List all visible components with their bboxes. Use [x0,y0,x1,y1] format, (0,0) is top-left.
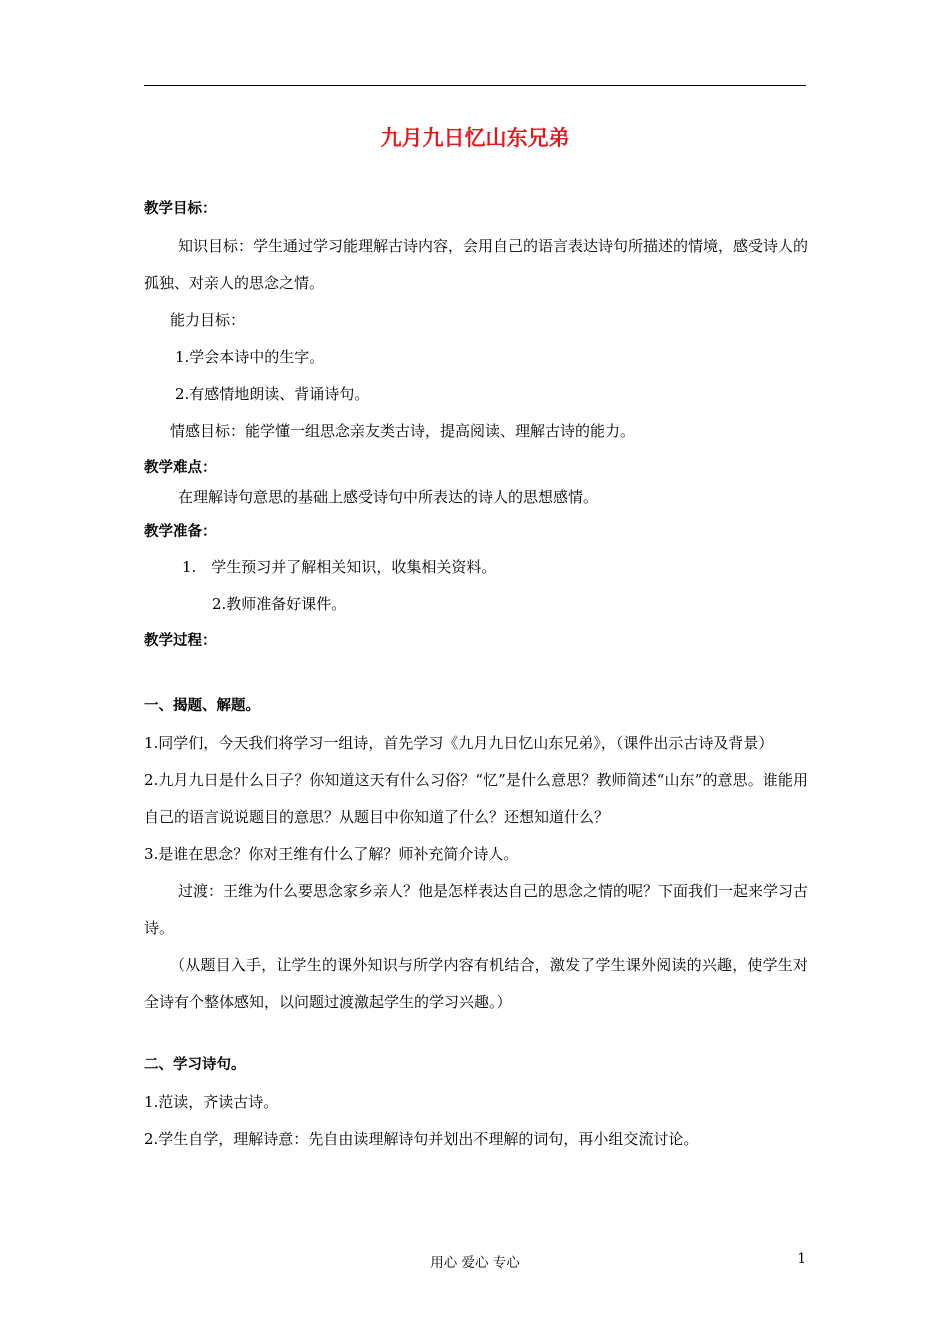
ability-goal-label: 能力目标： [170,311,246,329]
part1-item-1: 1.同学们，今天我们将学习一组诗，首先学习《九月九日忆山东兄弟》，（课件出示古诗及背景） [144,734,774,752]
document-body [144,197,808,1158]
difficulty-heading: 教学难点： [144,460,217,476]
part2-item-1: 1.范读，齐读古诗。 [144,1093,279,1111]
part2-item-2: 2.学生自学，理解诗意：先自由读理解诗句并划出不理解的词句，再小组交流讨论。 [144,1130,699,1148]
part2-heading: 二、学习诗句。 [144,1057,246,1073]
preparation-item-1: 1. 学生预习并了解相关知识，收集相关资料。 [182,558,497,576]
spacer [144,654,808,678]
difficulty-text: 在理解诗句意思的基础上感受诗句中所表达的诗人的思想感情。 [178,488,599,506]
part1-item-3: 3.是谁在思念？你对王维有什么了解？师补充简介诗人。 [144,845,519,863]
footer-motto: 用心 爱心 专心 [430,1255,520,1271]
preparation-heading: 教学准备： [144,524,217,540]
page-number: 1 [797,1251,806,1267]
preparation-item-2: 2.教师准备好课件。 [212,595,347,613]
goals-heading: 教学目标： [144,201,217,217]
ability-goal-item-2: 2.有感情地朗读、背诵诗句。 [175,385,370,403]
knowledge-goal: 知识目标：学生通过学习能理解古诗内容，会用自己的语言表达诗句所描述的情境，感受诗人的孤独、对亲人的思念之情。 [144,237,809,292]
document-title: 九月九日忆山东兄弟 [380,126,570,150]
ability-goal-item-1: 1.学会本诗中的生字。 [175,348,325,366]
part1-note: （从题目入手，让学生的课外知识与所学内容有机结合，激发了学生课外阅读的兴趣，使学生对全诗有个整体感知，以问题过渡激起学生的学习兴趣。） [144,956,808,1011]
header-rule [144,85,806,86]
part1-item-2: 2.九月九日是什么日子？你知道这天有什么习俗？“忆”是什么意思？教师简述“山东”的意思。谁能用自己的语言说说题目的意思？从题目中你知道了什么？还想知道什么？ [144,771,808,826]
part1-heading: 一、揭题、解题。 [144,698,260,714]
emotion-goal: 情感目标：能学懂一组思念亲友类古诗，提高阅读、理解古诗的能力。 [170,422,636,440]
spacer [144,1021,808,1037]
part1-transition: 过渡：王维为什么要思念家乡亲人？他是怎样表达自己的思念之情的呢？下面我们一起来学习古诗。 [144,882,809,937]
process-heading: 教学过程： [144,633,217,649]
